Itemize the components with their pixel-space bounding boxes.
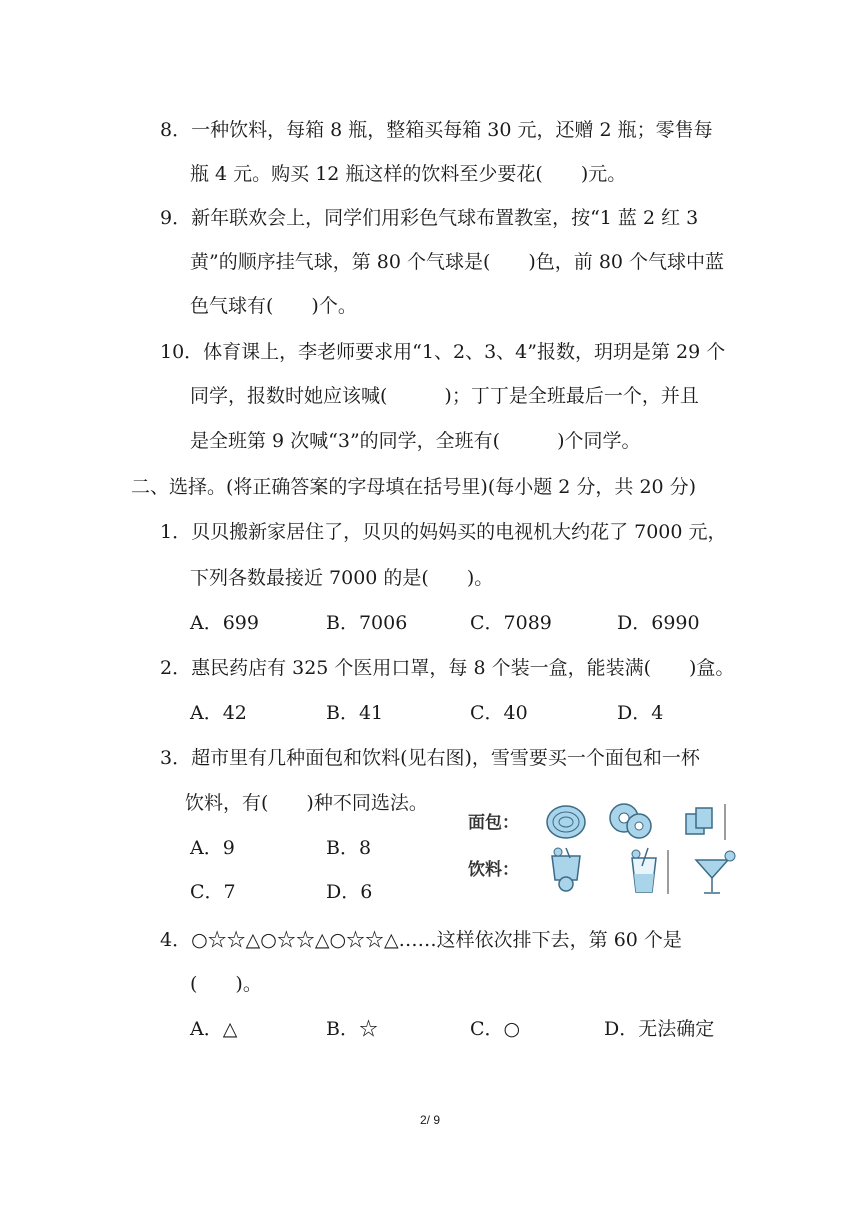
- question-9-line-3: 色气球有( )个。: [190, 295, 357, 317]
- option-a: A．△: [190, 1018, 238, 1040]
- option-c: C．7089: [470, 612, 552, 634]
- bread-label: 面包：: [468, 813, 519, 833]
- option-c: C．○: [470, 1018, 521, 1040]
- cup-drink-icon: [552, 848, 580, 891]
- choice-question-4-line-2: ( )。: [190, 973, 262, 995]
- choice-question-3-line-2: 饮料，有( )种不同选法。: [185, 792, 428, 814]
- choice-question-3-line-1: 3．超市里有几种面包和饮料(见右图)，雪雪要买一个面包和一杯: [160, 747, 700, 769]
- choice-question-2-line-1: 2．惠民药店有 325 个医用口罩，每 8 个装一盒，能装满( )盒。: [160, 657, 735, 679]
- question-9-line-2: 黄”的顺序挂气球，第 80 个气球是( )色，前 80 个气球中蓝: [190, 251, 725, 273]
- donut-bread-icon: [610, 804, 651, 838]
- option-b: B．41: [326, 702, 384, 724]
- option-a: A．9: [190, 837, 235, 859]
- drink-icons: [544, 846, 742, 898]
- cocktail-drink-icon: [696, 851, 735, 893]
- toast-bread-icon: [686, 804, 725, 840]
- choice-question-1-line-2: 下列各数最接近 7000 的是( )。: [190, 567, 494, 589]
- choice-question-4-line-1: 4．○☆☆△○☆☆△○☆☆△……这样依次排下去，第 60 个是: [160, 929, 682, 951]
- bread-drink-figure: [466, 798, 742, 898]
- option-c: C．40: [470, 702, 528, 724]
- option-a: A．42: [190, 702, 247, 724]
- option-d: D．无法确定: [604, 1018, 715, 1040]
- option-a: A．699: [190, 612, 259, 634]
- bread-icons: [544, 800, 742, 844]
- question-8-line-1: 8．一种饮料，每箱 8 瓶，整箱买每箱 30 元，还赠 2 瓶；零售每: [160, 119, 713, 141]
- option-c: C．7: [190, 881, 236, 903]
- question-9-line-1: 9．新年联欢会上，同学们用彩色气球布置教室，按“1 蓝 2 红 3: [160, 207, 699, 229]
- question-10-line-3: 是全班第 9 次喊“3”的同学，全班有( )个同学。: [190, 430, 641, 452]
- choice-question-1-line-1: 1．贝贝搬新家居住了，贝贝的妈妈买的电视机大约花了 7000 元，: [160, 521, 727, 543]
- option-d: D．4: [617, 702, 664, 724]
- round-bread-icon: [547, 806, 585, 838]
- question-10-line-1: 10．体育课上，李老师要求用“1、2、3、4”报数，玥玥是第 29 个: [160, 341, 726, 363]
- glass-drink-icon: [632, 848, 668, 894]
- drink-label: 饮料：: [468, 860, 519, 880]
- option-b: B．7006: [326, 612, 408, 634]
- option-b: B．☆: [326, 1018, 378, 1040]
- page-number: 2/ 9: [419, 1113, 440, 1127]
- question-8-line-2: 瓶 4 元。购买 12 瓶这样的饮料至少要花( )元。: [190, 163, 627, 185]
- question-10-line-2: 同学，报数时她应该喊( )；丁丁是全班最后一个，并且: [190, 385, 699, 407]
- option-d: D．6990: [617, 612, 700, 634]
- section-2-heading: 二、选择。(将正确答案的字母填在括号里)(每小题 2 分，共 20 分): [131, 476, 697, 498]
- option-b: B．8: [326, 837, 372, 859]
- option-d: D．6: [326, 881, 373, 903]
